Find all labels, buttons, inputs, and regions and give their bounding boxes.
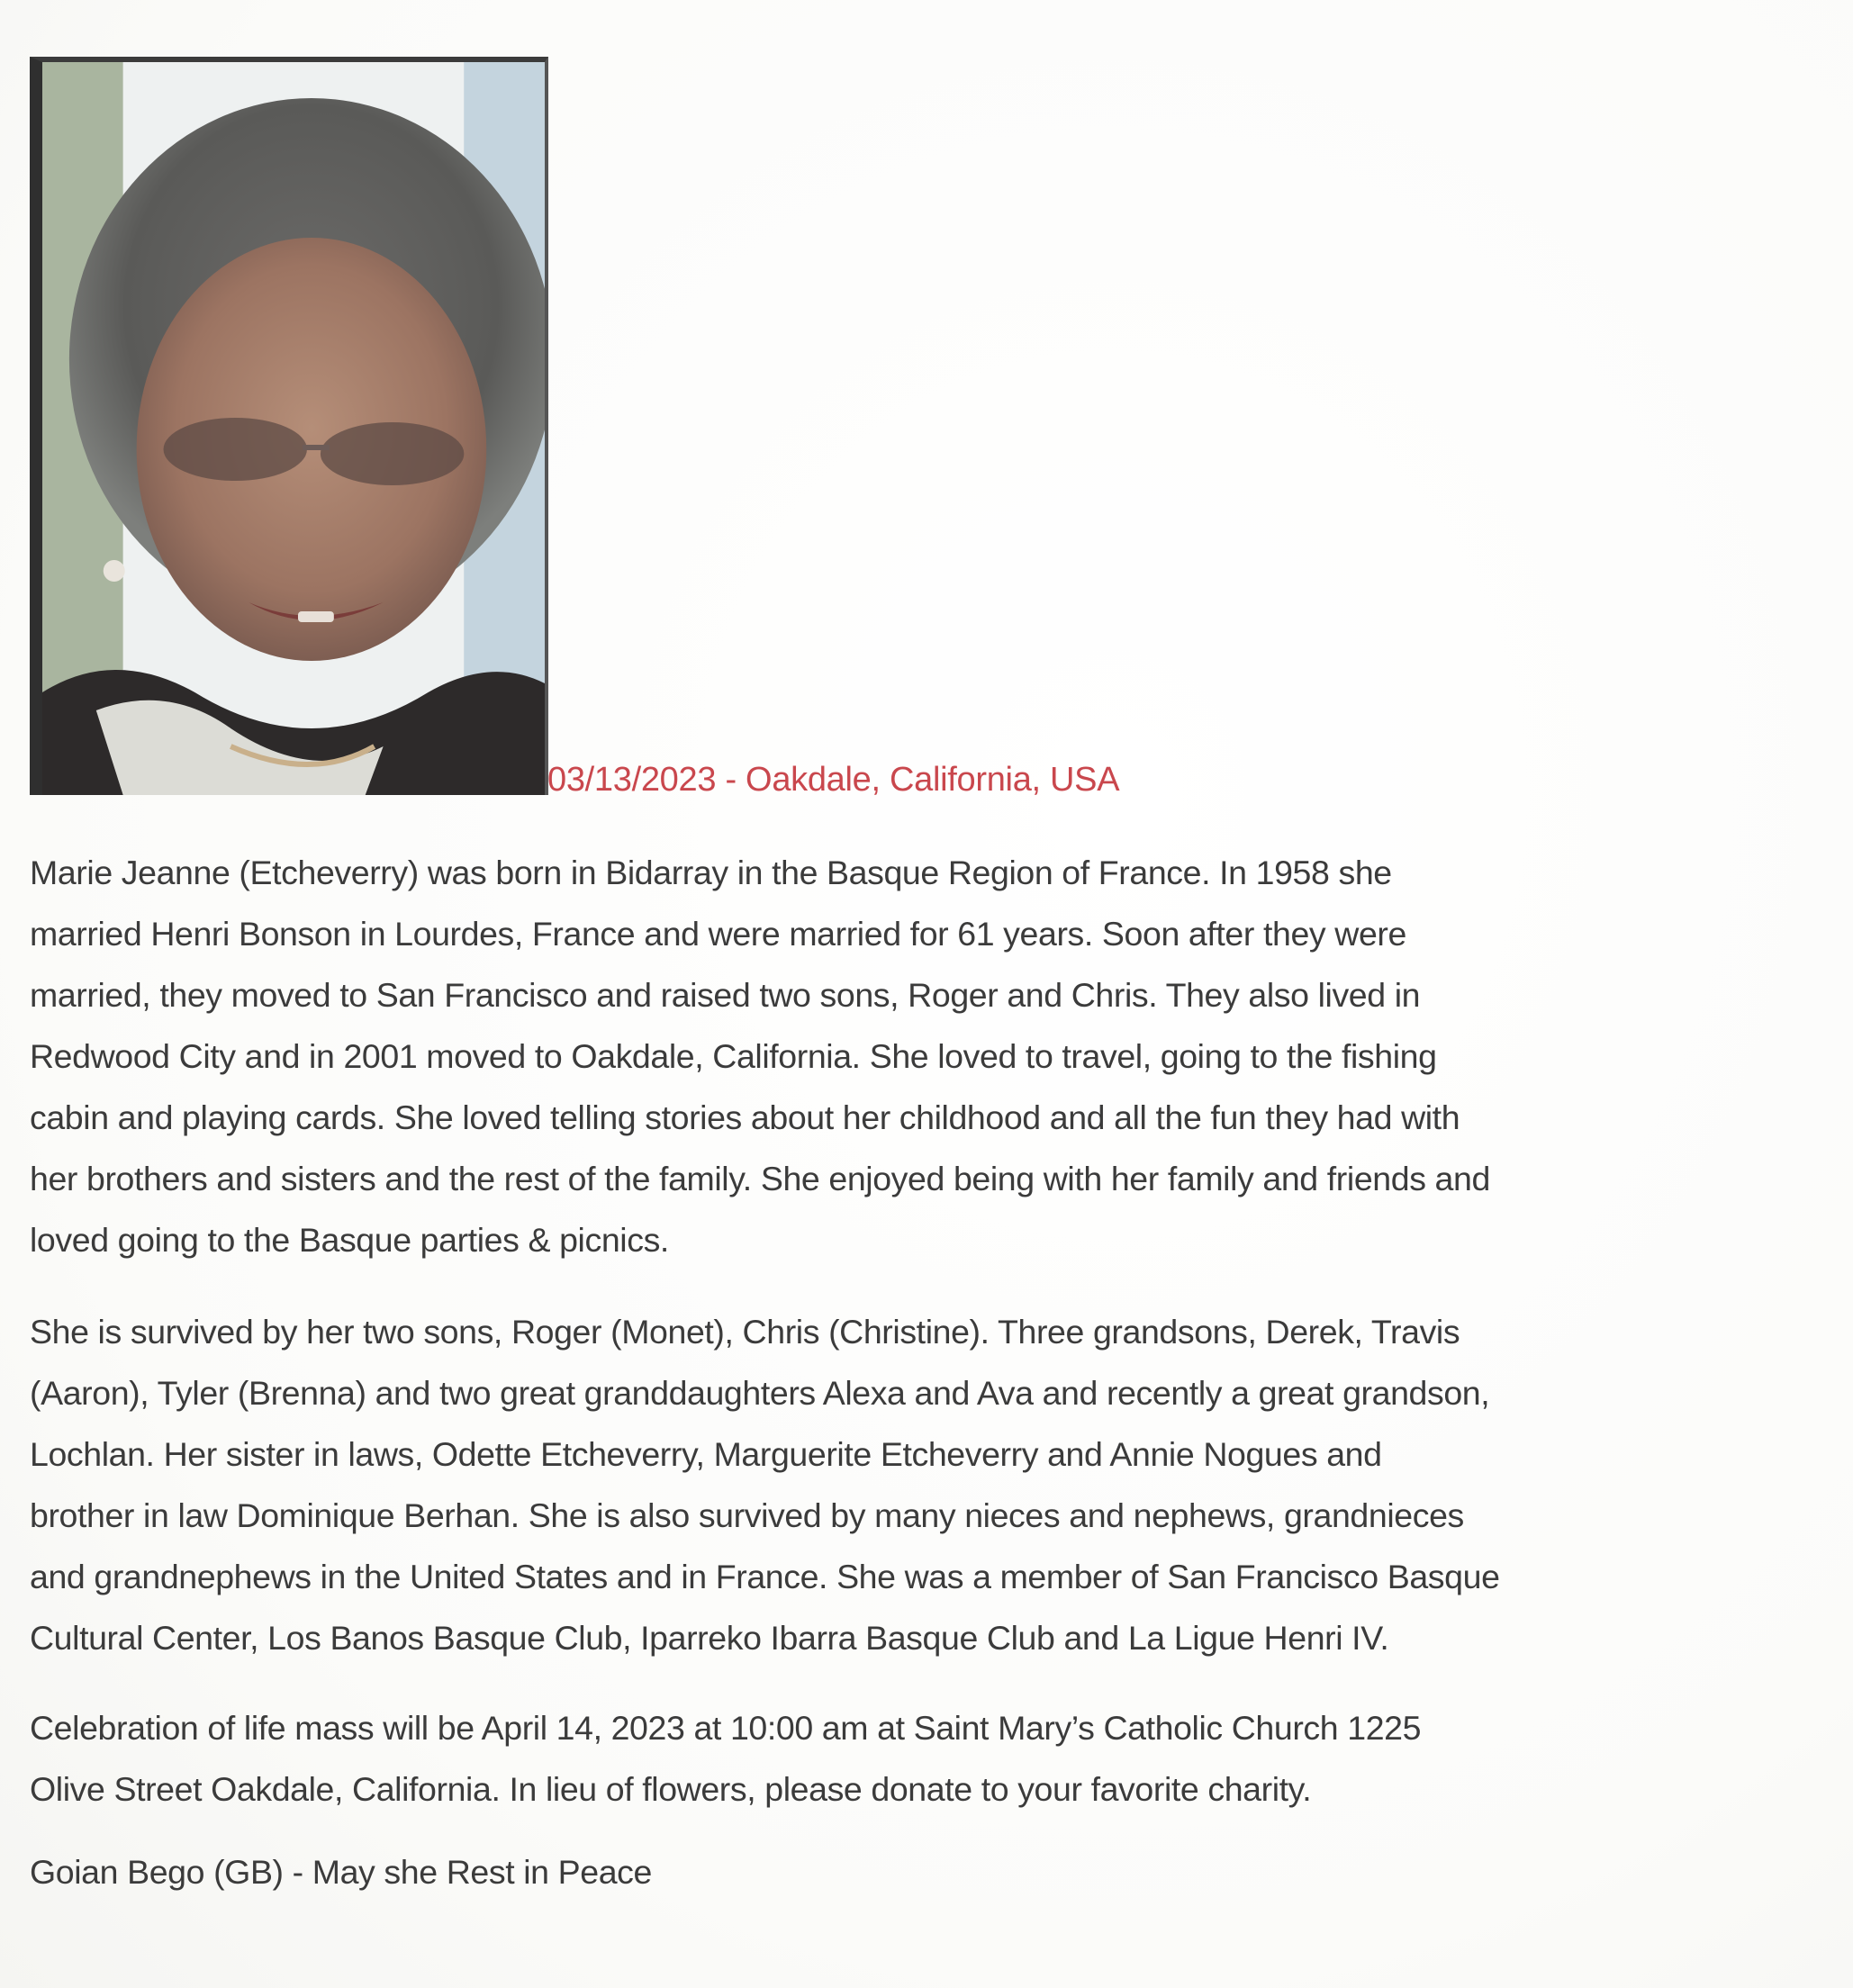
biography-paragraph [30,842,1821,1270]
portrait-image-icon [42,62,545,795]
text-line: brother in law Dominique Berhan. She is also survived by many nieces and nephews, grandnieces [30,1496,1464,1534]
closing-line [30,1841,1821,1902]
text-line: Olive Street Oakdale, California. In lieu of flowers, please donate to your favorite charity. [30,1770,1312,1808]
text-line: Goian Bego (GB) - May she Rest in Peace [30,1853,652,1891]
text-line: married, they moved to San Francisco and raised two sons, Roger and Chris. They also lived in [30,976,1421,1014]
text-line: She is survived by her two sons, Roger (Monet), Chris (Christine). Three grandsons, Derek, Travis [30,1313,1460,1351]
survivors-paragraph [30,1301,1821,1668]
text-line: Redwood City and in 2001 moved to Oakdale, California. She loved to travel, going to the fishing [30,1037,1437,1075]
text-line: cabin and playing cards. She loved telling stories about her childhood and all the fun they had with [30,1098,1460,1136]
text-line: and grandnephews in the United States and in France. She was a member of San Francisco Basque [30,1558,1500,1595]
text-line: Lochlan. Her sister in laws, Odette Etcheverry, Marguerite Etcheverry and Annie Nogues and [30,1435,1382,1473]
text-line: Celebration of life mass will be April 14, 2023 at 10:00 am at Saint Mary’s Catholic Church 1225 [30,1709,1422,1747]
portrait-photo [30,57,548,795]
text-line: married Henri Bonson in Lourdes, France and were married for 61 years. Soon after they were [30,915,1406,953]
service-details-paragraph [30,1697,1821,1820]
date-location-line: 03/13/2023 - Oakdale, California, USA [547,761,1120,799]
text-line: her brothers and sisters and the rest of the family. She enjoyed being with her family and friends and [30,1160,1490,1197]
text-line: loved going to the Basque parties & picnics. [30,1221,669,1259]
text-line: Marie Jeanne (Etcheverry) was born in Bidarray in the Basque Region of France. In 1958 she [30,854,1392,891]
text-line: (Aaron), Tyler (Brenna) and two great granddaughters Alexa and Ava and recently a great grandson, [30,1374,1490,1412]
text-line: Cultural Center, Los Banos Basque Club, Iparreko Ibarra Basque Club and La Ligue Henri IV. [30,1619,1389,1657]
